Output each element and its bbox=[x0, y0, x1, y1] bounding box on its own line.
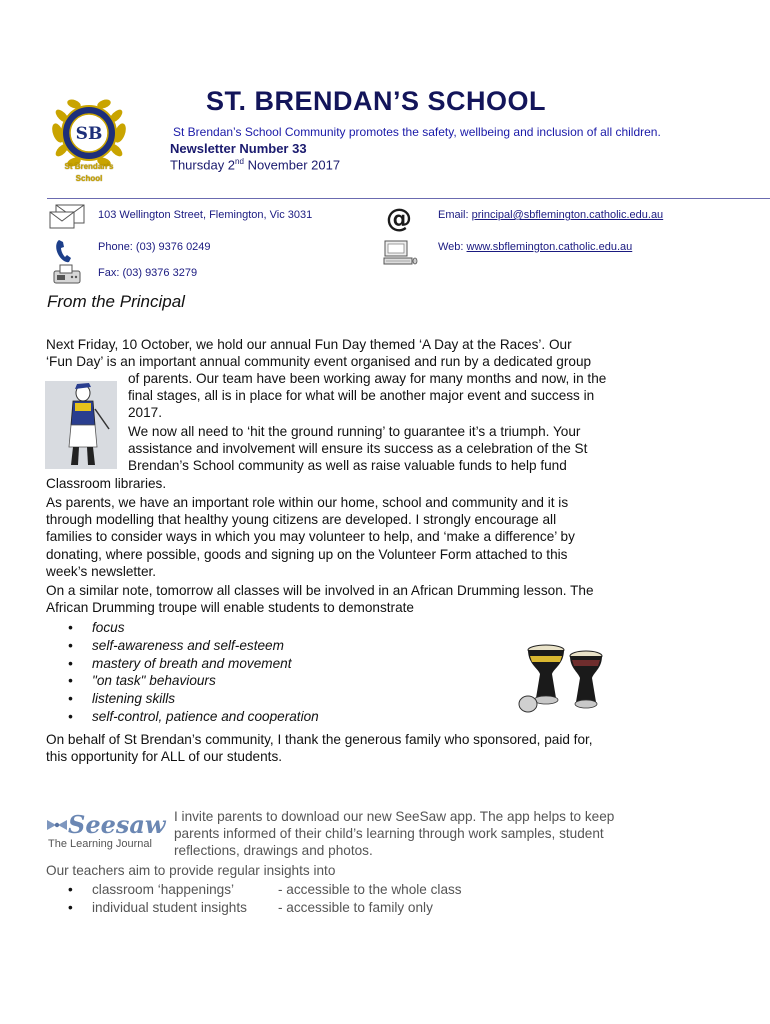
djembe-drums-illustration bbox=[516, 642, 610, 721]
issue-date: Thursday 2nd November 2017 bbox=[170, 157, 341, 173]
paragraph-thank-sponsor: On behalf of St Brendan’s community, I thank the generous family who sponsored, paid for, this opportunity for ALL of our students. bbox=[46, 732, 593, 765]
envelope-icon bbox=[48, 203, 88, 238]
school-tagline: St Brendan’s School Community promotes the safety, wellbeing and inclusion of all children. bbox=[173, 125, 661, 139]
paragraph-fun-day: Next Friday, 10 October, we hold our annual Fun Day themed ‘A Day at the Races’. Our ‘Fun Day’ is an important annual community event organised and run by a dedicated group bbox=[46, 337, 592, 370]
list-item: • listening skills bbox=[68, 691, 176, 707]
crest-initials: SB bbox=[75, 124, 103, 144]
drumming-skills-list bbox=[68, 619, 428, 726]
paragraph-hit-the-ground-last-line: Classroom libraries. bbox=[46, 476, 167, 491]
seesaw-wordmark: Seesaw bbox=[68, 810, 166, 839]
list-item: • self-control, patience and cooperation bbox=[68, 708, 319, 724]
computer-icon bbox=[382, 239, 418, 272]
list-item: • focus bbox=[68, 620, 125, 635]
list-item: • self-awareness and self-esteem bbox=[68, 637, 284, 653]
fax-machine-icon bbox=[52, 263, 82, 290]
contact-phone: Phone: (03) 9376 0249 bbox=[98, 241, 211, 253]
jockey-illustration bbox=[45, 381, 117, 469]
paragraph-hit-the-ground: We now all need to ‘hit the ground running’ to guarantee it’s a triumph. Your assistance and involvement will ensure its success as a celebration of the St Brendan’s School community as well as raise valuable funds to help fund bbox=[128, 424, 588, 474]
paragraph-african-drumming: On a similar note, tomorrow all classes will be involved in an African Drumming lesson. The African Drumming troupe will enable students to demonstrate bbox=[46, 583, 594, 616]
paragraph-seesaw-intro: I invite parents to download our new SeeSaw app. The app helps to keep parents informed of their child’s learning through work samples, student reflections, drawings and photos. bbox=[174, 809, 615, 859]
header-divider bbox=[47, 198, 770, 199]
svg-text:@: @ bbox=[386, 204, 412, 233]
list-item: • mastery of breath and movement bbox=[68, 655, 292, 671]
seesaw-subtitle: The Learning Journal bbox=[48, 838, 152, 850]
contact-email: Email: principal@sbflemington.catholic.edu.au bbox=[438, 209, 664, 221]
contact-fax: Fax: (03) 9376 3279 bbox=[98, 267, 198, 279]
insights-list bbox=[68, 882, 568, 918]
at-sign-icon bbox=[384, 203, 414, 238]
section-heading-principal: From the Principal bbox=[47, 292, 185, 311]
paragraph-teachers-aim: Our teachers aim to provide regular insights into bbox=[46, 863, 336, 878]
paragraph-volunteer: As parents, we have an important role within our home, school and community and it is through modelling that healthy young citizens are developed. I strongly encourage all families to consider ways in which you may volunteer to help, and ‘make a difference’ by donating, where possible, goods and signing up on the Volunteer Form attached to this week’s newsletter. bbox=[46, 495, 575, 579]
contact-web: Web: www.sbflemington.catholic.edu.au bbox=[438, 241, 633, 253]
list-item: • individual student insights - accessible to family only bbox=[68, 900, 433, 915]
seesaw-bowtie-icon bbox=[46, 818, 68, 832]
crest-caption: St Brendan's School bbox=[64, 162, 114, 183]
school-title: ST. BRENDAN’S SCHOOL bbox=[206, 86, 547, 116]
contact-address: 103 Wellington Street, Flemington, Vic 3031 bbox=[98, 209, 313, 221]
website-link[interactable]: www.sbflemington.catholic.edu.au bbox=[466, 241, 633, 253]
newsletter-number: Newsletter Number 33 bbox=[170, 141, 307, 156]
email-link[interactable]: principal@sbflemington.catholic.edu.au bbox=[471, 209, 664, 221]
paragraph-fun-day-continued: of parents. Our team have been working away for many months and now, in the final stages, all is in place for what will be another major event and success in 2017. bbox=[128, 371, 607, 421]
list-item: • "on task" behaviours bbox=[68, 673, 216, 689]
list-item: • classroom ‘happenings’ - accessible to the whole class bbox=[68, 882, 462, 897]
